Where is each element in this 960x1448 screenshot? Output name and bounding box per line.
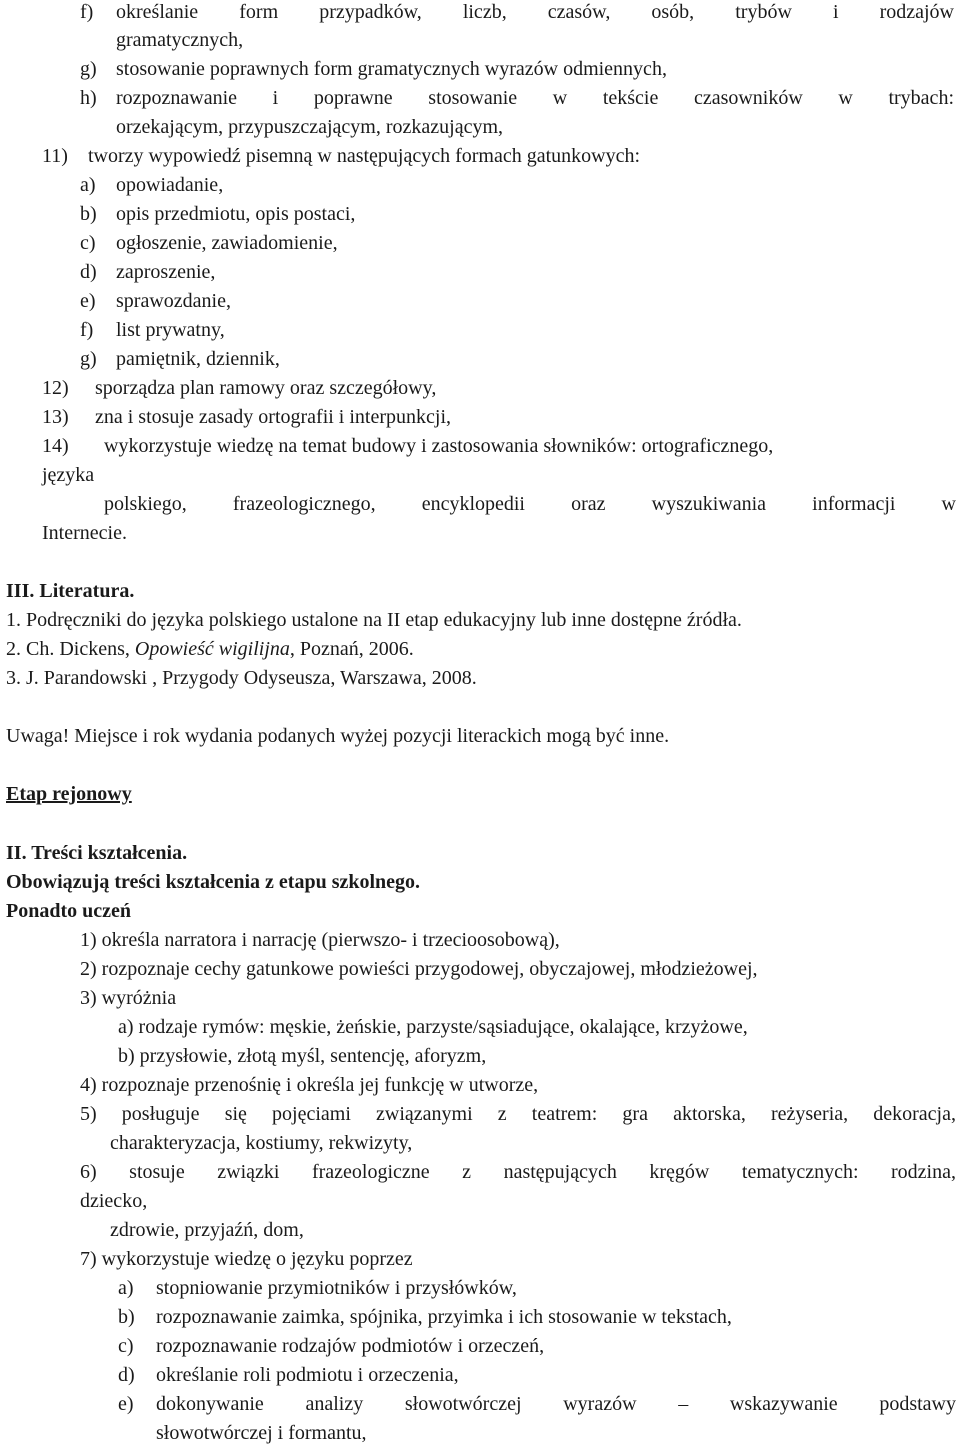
item-label: 11) <box>42 145 68 167</box>
list-sub-item <box>118 1363 459 1387</box>
literatura-item-suffix: , Poznań, 2006. <box>289 638 414 660</box>
item-text: sprawozdanie, <box>116 290 231 312</box>
item-14-cont: Internecie. <box>42 522 127 544</box>
sub-item-c <box>80 231 338 255</box>
literatura-heading: III. Literatura. <box>6 580 135 602</box>
item-text: określanie roli podmiotu i orzeczenia, <box>156 1364 459 1386</box>
item-label: e) <box>80 290 96 312</box>
sub-item-e <box>80 289 231 313</box>
section-title: Etap rejonowy <box>6 783 132 805</box>
item-label: g) <box>80 58 97 80</box>
sub-item-b <box>80 202 355 226</box>
literatura-item: 1. Podręczniki do języka polskiego ustalone na II etap edukacyjny lub inne dostępne źródła. <box>6 609 742 631</box>
list-item: 3) wyróżnia <box>80 987 177 1009</box>
item-label: 13) <box>42 406 69 428</box>
literatura-item <box>6 637 414 661</box>
item-text: dokonywanie analizy słowotwórczej wyrazów – wskazywanie podstawy <box>156 1393 956 1415</box>
sub-item-a <box>80 173 223 197</box>
section-subheading: Obowiązują treści kształcenia z etapu szkolnego. <box>6 871 421 893</box>
item-label: c) <box>80 232 96 254</box>
item-label: a) <box>80 174 96 196</box>
list-sub-item: a) rodzaje rymów: męskie, żeńskie, parzyste/sąsiadujące, okalające, krzyżowe, <box>118 1016 748 1038</box>
item-f-cont: gramatycznych, <box>116 29 244 51</box>
item-11 <box>42 144 640 168</box>
sub-item-g <box>80 347 280 371</box>
item-label: d) <box>118 1364 135 1386</box>
list-item: 2) rozpoznaje cechy gatunkowe powieści przygodowej, obyczajowej, młodzieżowej, <box>80 958 758 980</box>
item-text: rozpoznawanie i poprawne stosowanie w tekście czasowników w trybach: <box>116 87 954 109</box>
literatura-item: 3. J. Parandowski , Przygody Odyseusza, Warszawa, 2008. <box>6 667 477 689</box>
literatura-item-prefix: 2. Ch. Dickens, <box>6 638 135 660</box>
item-text: rozpoznawanie rodzajów podmiotów i orzeczeń, <box>156 1335 545 1357</box>
list-sub-item: b) przysłowie, złotą myśl, sentencję, aforyzm, <box>118 1045 487 1067</box>
item-h <box>80 86 956 110</box>
item-12 <box>42 376 436 400</box>
item-text: zna i stosuje zasady ortografii i interpunkcji, <box>95 406 452 428</box>
book-title: Opowieść wigilijna <box>134 638 290 660</box>
item-13 <box>42 405 451 429</box>
item-text: zaproszenie, <box>116 261 216 283</box>
item-text: rozpoznawanie zaimka, spójnika, przyimka i ich stosowanie w tekstach, <box>156 1306 732 1328</box>
item-text: określanie form przypadków, liczb, czasów, osób, trybów i rodzajów <box>116 1 954 23</box>
item-label: c) <box>118 1335 134 1357</box>
item-label: h) <box>80 87 97 109</box>
item-label: f) <box>80 1 94 23</box>
list-sub-item <box>118 1276 517 1300</box>
list-item: 4) rozpoznaje przenośnię i określa jej funkcję w utworze, <box>80 1074 539 1096</box>
item-text: opowiadanie, <box>116 174 224 196</box>
item-text: sporządza plan ramowy oraz szczegółowy, <box>95 377 437 399</box>
item-label: 12) <box>42 377 69 399</box>
item-text: opis przedmiotu, opis postaci, <box>116 203 356 225</box>
list-sub-item <box>118 1305 732 1329</box>
list-item: 7) wykorzystuje wiedzę o języku poprzez <box>80 1248 413 1270</box>
note: Uwaga! Miejsce i rok wydania podanych wyżej pozycji literackich mogą być inne. <box>6 725 670 747</box>
item-14-cont: polskiego, frazeologicznego, encyklopedii oraz wyszukiwania informacji w <box>104 493 956 515</box>
sub-item-f <box>80 318 225 342</box>
item-label: a) <box>118 1277 134 1299</box>
list-sub-item-cont: słowotwórczej i formantu, <box>156 1422 367 1444</box>
list-sub-item <box>118 1334 544 1358</box>
list-item-cont: charakteryzacja, kostiumy, rekwizyty, <box>110 1132 413 1154</box>
list-sub-item <box>118 1392 956 1416</box>
item-h-cont: orzekającym, przypuszczającym, rozkazującym, <box>116 116 504 138</box>
item-text: wykorzystuje wiedzę na temat budowy i zastosowania słowników: ortograficznego, <box>104 435 774 457</box>
item-text: pamiętnik, dziennik, <box>116 348 280 370</box>
intro: Ponadto uczeń <box>6 900 131 922</box>
item-text: tworzy wypowiedź pisemną w następujących formach gatunkowych: <box>88 145 641 167</box>
sub-item-d <box>80 260 215 284</box>
item-text: list prywatny, <box>116 319 225 341</box>
list-item-cont: dziecko, <box>80 1190 148 1212</box>
item-label: b) <box>118 1306 135 1328</box>
item-label: f) <box>80 319 94 341</box>
item-g <box>80 57 667 81</box>
item-label: 14) <box>42 435 69 457</box>
list-item: 5) posługuje się pojęciami związanymi z teatrem: gra aktorska, reżyseria, dekoracja, <box>80 1103 956 1125</box>
list-item-cont: zdrowie, przyjaźń, dom, <box>110 1219 304 1241</box>
item-text: stosowanie poprawnych form gramatycznych wyrazów odmiennych, <box>116 58 667 80</box>
list-item: 6) stosuje związki frazeologiczne z następujących kręgów tematycznych: rodzina, <box>80 1161 956 1183</box>
section-heading: II. Treści kształcenia. <box>6 842 188 864</box>
list-item: 1) określa narratora i narrację (pierwszo- i trzecioosobową), <box>80 929 560 951</box>
item-label: b) <box>80 203 97 225</box>
item-14 <box>42 434 773 458</box>
item-text: ogłoszenie, zawiadomienie, <box>116 232 338 254</box>
item-label: e) <box>118 1393 134 1415</box>
item-14-cont: języka <box>42 464 95 486</box>
item-label: d) <box>80 261 97 283</box>
item-f <box>80 0 956 24</box>
item-label: g) <box>80 348 97 370</box>
item-text: stopniowanie przymiotników i przysłówków, <box>156 1277 517 1299</box>
